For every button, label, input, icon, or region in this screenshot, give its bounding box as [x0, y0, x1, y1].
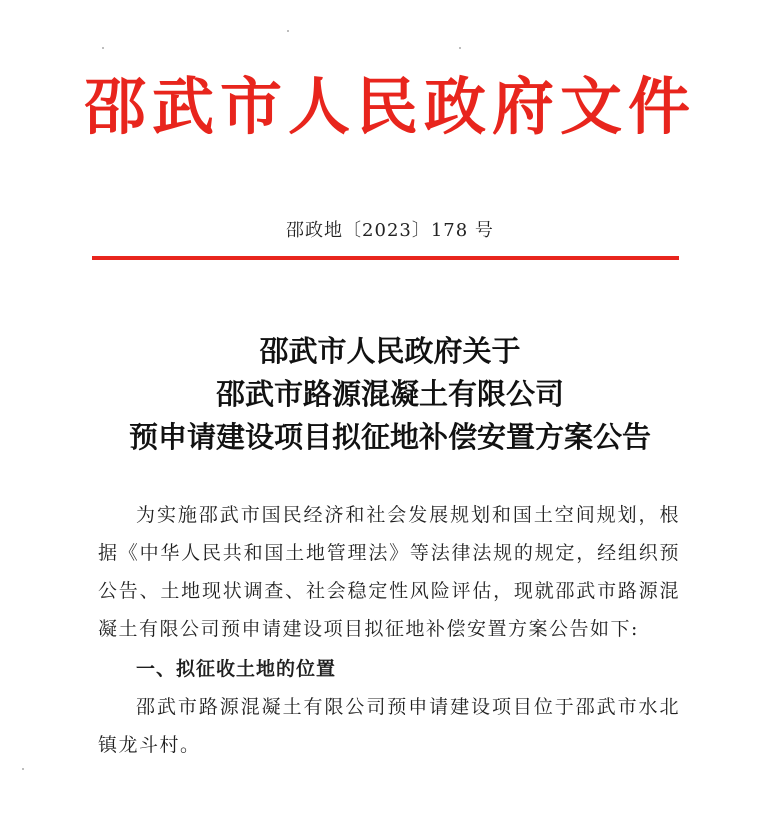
scan-speck [102, 47, 104, 49]
scan-speck [22, 768, 24, 770]
red-divider-line [92, 256, 679, 260]
title-line-1: 邵武市人民政府关于 [259, 334, 521, 368]
document-number: 邵政地〔2023〕178 号 [286, 220, 494, 241]
title-line-2: 邵武市路源混凝土有限公司 [215, 377, 564, 411]
issuing-authority-header: 邵武市人民政府文件 [83, 70, 696, 143]
document-title [0, 330, 780, 459]
scan-speck [459, 47, 461, 49]
location-paragraph: 邵武市路源混凝土有限公司预申请建设项目位于邵武市水北镇龙斗村。 [98, 696, 680, 756]
document-body [98, 496, 680, 764]
section-heading-location: 一、拟征收土地的位置 [136, 658, 337, 680]
intro-paragraph: 为实施邵武市国民经济和社会发展规划和国土空间规划，根据《中华人民共和国土地管理法》等法律法规的规定，经组织预公告、土地现状调查、社会稳定性风险评估，现就邵武市路源混凝土有限公司预申请建设项目拟征地补偿安置方案公告如下: [98, 504, 680, 640]
scan-speck [287, 30, 289, 32]
title-line-3: 预申请建设项目拟征地补偿安置方案公告 [128, 420, 651, 454]
